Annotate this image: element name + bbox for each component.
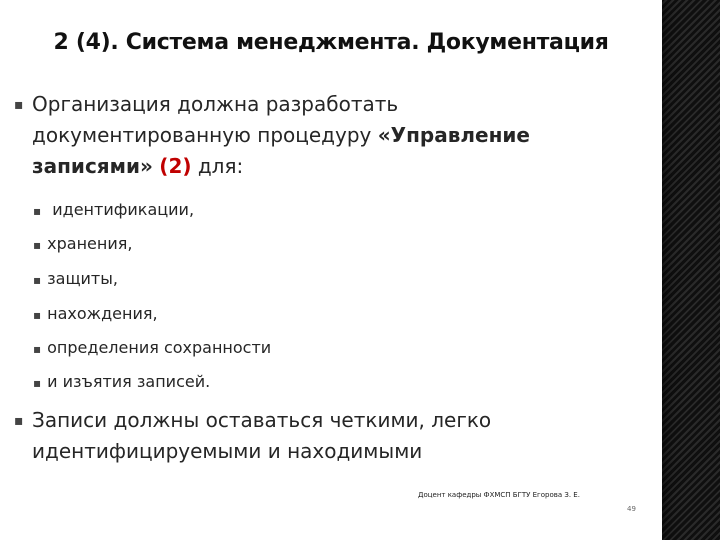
square-bullet-icon: ▪ <box>33 238 42 252</box>
list-item: ▪ хранения, <box>33 234 133 253</box>
list-item: ▪ идентификации, <box>33 200 195 219</box>
slide-title: 2 (4). Система менеджмента. Документация <box>53 30 609 55</box>
paragraph-main <box>14 89 614 182</box>
paragraph-records <box>14 405 614 467</box>
square-bullet-icon: ▪ <box>33 308 42 322</box>
square-bullet-icon: ▪ <box>14 97 24 113</box>
paragraph-main-tail: для: <box>191 154 244 178</box>
list-item: ▪ и изъятия записей. <box>33 372 211 391</box>
paragraph-records-text: Записи должны оставаться четкими, легко идентифицируемыми и находимыми <box>32 408 492 463</box>
square-bullet-icon: ▪ <box>14 413 24 429</box>
list-item: ▪ определения сохранности <box>33 338 272 357</box>
reference-number: (2) <box>159 154 192 178</box>
footer-author: Доцент кафедры ФХМСП БГТУ Егорова З. Е. <box>418 491 580 499</box>
list-item: ▪ защиты, <box>33 269 118 288</box>
square-bullet-icon: ▪ <box>33 342 42 356</box>
paragraph-main-text: Организация должна разработать документированную процедуру <box>32 92 399 147</box>
page-number: 49 <box>627 505 636 513</box>
list-item: ▪ нахождения, <box>33 304 158 323</box>
square-bullet-icon: ▪ <box>33 204 42 218</box>
square-bullet-icon: ▪ <box>33 376 42 390</box>
square-bullet-icon: ▪ <box>33 273 42 287</box>
procedure-name: «Управление записями» <box>32 123 530 178</box>
